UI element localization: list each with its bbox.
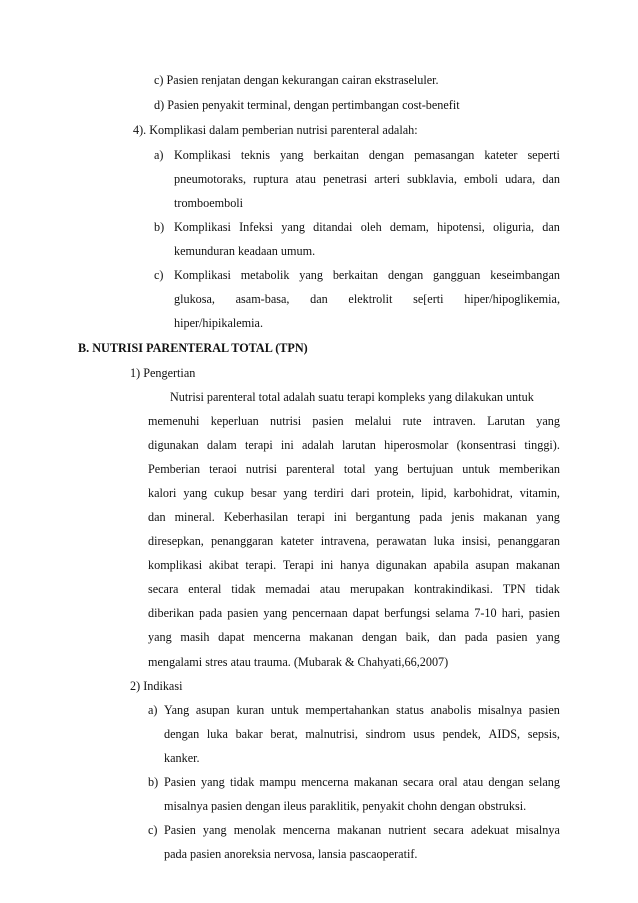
word: teraoi bbox=[209, 462, 237, 476]
pengertian-paragraph-line bbox=[148, 606, 560, 621]
word: penetrasi bbox=[323, 172, 368, 186]
pengertian-paragraph-last-line: mengalami stres atau trauma. (Mubarak & Chahyati,66,2007) bbox=[148, 655, 449, 669]
word: AIDS, bbox=[488, 727, 521, 741]
word: lipid, bbox=[421, 486, 447, 500]
word: Komplikasi bbox=[174, 268, 231, 282]
word: terapi. bbox=[245, 558, 277, 572]
indikasi-a-line-1 bbox=[164, 703, 560, 718]
pengertian-paragraph-line bbox=[148, 486, 560, 501]
word: mencerna bbox=[253, 630, 301, 644]
word: yang bbox=[283, 486, 308, 500]
pengertian-paragraph-line bbox=[148, 582, 560, 597]
word: anabolis bbox=[430, 703, 472, 717]
word: berkaitan bbox=[332, 268, 379, 282]
word: berkaitan bbox=[313, 148, 359, 162]
word: dan bbox=[310, 292, 328, 306]
list-item-c: c) Pasien renjatan dengan kekurangan cairan ekstraseluler. bbox=[154, 73, 439, 87]
word: emboli bbox=[464, 172, 498, 186]
word: intravena, bbox=[320, 534, 370, 548]
word: pendek, bbox=[442, 727, 481, 741]
word: untuk bbox=[270, 703, 299, 717]
pengertian-paragraph-first-line: Nutrisi parenteral total adalah suatu terapi kompleks yang dilakukan untuk bbox=[170, 390, 534, 404]
word: hiperosmolar bbox=[384, 438, 449, 452]
word: Terapi bbox=[282, 558, 314, 572]
word: yang bbox=[299, 268, 323, 282]
word: pasien bbox=[528, 703, 560, 717]
indikasi-b-marker: b) bbox=[148, 775, 159, 789]
word: sindrom bbox=[365, 727, 406, 741]
indikasi-c-marker: c) bbox=[148, 823, 158, 837]
word: hipotensi, bbox=[437, 220, 485, 234]
word: kalori bbox=[148, 486, 177, 500]
word: memberikan bbox=[499, 462, 560, 476]
word: pasien bbox=[227, 606, 259, 620]
pengertian-paragraph-line bbox=[148, 438, 560, 453]
word: atau bbox=[319, 582, 341, 596]
word: makanan bbox=[483, 510, 528, 524]
pengertian-paragraph-line bbox=[148, 414, 560, 429]
word: misalnya bbox=[515, 823, 560, 837]
word: cukup bbox=[214, 486, 244, 500]
word: Komplikasi bbox=[174, 220, 231, 234]
word: merupakan bbox=[350, 582, 405, 596]
word: teknis bbox=[240, 148, 270, 162]
pengertian-paragraph-line bbox=[148, 462, 560, 477]
indikasi-c-line-1 bbox=[164, 823, 560, 838]
word: dapat bbox=[352, 606, 380, 620]
word: malnutrisi, bbox=[305, 727, 358, 741]
word: terapi bbox=[244, 438, 273, 452]
word: dari bbox=[350, 486, 370, 500]
word: protein, bbox=[376, 486, 415, 500]
pengertian-paragraph-line bbox=[148, 630, 560, 645]
word: perawatan bbox=[376, 534, 427, 548]
word: diresepkan, bbox=[148, 534, 204, 548]
word: Komplikasi bbox=[174, 148, 231, 162]
word: pada bbox=[199, 606, 223, 620]
word: pemasangan bbox=[414, 148, 475, 162]
word: komplikasi bbox=[148, 558, 203, 572]
indikasi-b-line-2: misalnya pasien dengan ileus paraklitik, penyakit chohn dengan obstruksi. bbox=[164, 799, 527, 813]
word: intraven. bbox=[432, 414, 476, 428]
word: hanya bbox=[340, 558, 370, 572]
indikasi-a-line-2 bbox=[164, 727, 560, 742]
word: tidak bbox=[229, 775, 255, 789]
word: bertujuan bbox=[407, 462, 454, 476]
word: dengan bbox=[368, 148, 405, 162]
word: berfungsi bbox=[384, 606, 431, 620]
word: demam, bbox=[389, 220, 429, 234]
word: Keberhasilan bbox=[223, 510, 289, 524]
word: kateter bbox=[280, 534, 314, 548]
word: keseimbangan bbox=[490, 268, 560, 282]
word: Yang bbox=[164, 703, 190, 717]
word: penanggaran bbox=[497, 534, 560, 548]
komplikasi-heading: 4). Komplikasi dalam pemberian nutrisi parenteral adalah: bbox=[133, 123, 418, 137]
word: karbohidrat, bbox=[453, 486, 513, 500]
komplikasi-a-marker: a) bbox=[154, 148, 164, 162]
indikasi-a-marker: a) bbox=[148, 703, 158, 717]
word: dengan bbox=[164, 727, 200, 741]
komplikasi-c-marker: c) bbox=[154, 268, 164, 282]
word: yang bbox=[281, 220, 305, 234]
word: usus bbox=[413, 727, 435, 741]
word: secara bbox=[433, 823, 464, 837]
word: Larutan bbox=[487, 414, 525, 428]
indikasi-heading: 2) Indikasi bbox=[130, 679, 183, 693]
word: secara bbox=[148, 582, 179, 596]
komplikasi-a-line-1 bbox=[174, 148, 560, 163]
word: yang bbox=[201, 775, 225, 789]
word: total bbox=[343, 462, 366, 476]
word: vitamin, bbox=[519, 486, 560, 500]
word: Pasien bbox=[164, 775, 196, 789]
word: adalah bbox=[302, 438, 334, 452]
word: akibat bbox=[208, 558, 239, 572]
word: selang bbox=[528, 775, 560, 789]
word: metabolik bbox=[240, 268, 290, 282]
word: digunakan bbox=[376, 558, 427, 572]
word: yang bbox=[536, 414, 560, 428]
word: pasien bbox=[528, 606, 560, 620]
word: mineral. bbox=[174, 510, 215, 524]
word: 7-10 bbox=[474, 606, 497, 620]
word: bakar bbox=[235, 727, 263, 741]
word: tidak bbox=[535, 582, 560, 596]
word: atau bbox=[462, 775, 484, 789]
word: atau bbox=[295, 172, 316, 186]
word: mencerna bbox=[282, 823, 331, 837]
word: dan bbox=[438, 630, 457, 644]
word: dan bbox=[542, 220, 560, 234]
word: yang bbox=[202, 823, 227, 837]
word: secara bbox=[403, 775, 434, 789]
word: yang bbox=[536, 510, 560, 524]
word: asupan bbox=[475, 558, 510, 572]
word: ditandai bbox=[313, 220, 353, 234]
word: status bbox=[396, 703, 424, 717]
komplikasi-c-line-3: hiper/hipikalemia. bbox=[174, 316, 264, 330]
word: nutrisi bbox=[245, 462, 278, 476]
word: diberikan bbox=[148, 606, 195, 620]
word: dapat bbox=[218, 630, 245, 644]
word: ruptura bbox=[253, 172, 289, 186]
word: adekuat bbox=[470, 823, 509, 837]
word: berat, bbox=[270, 727, 298, 741]
word: pasien bbox=[312, 414, 344, 428]
word: nutrient bbox=[388, 823, 427, 837]
komplikasi-a-line-2 bbox=[174, 172, 560, 187]
indikasi-a-line-3: kanker. bbox=[164, 751, 200, 765]
pengertian-paragraph-line bbox=[148, 558, 560, 573]
word: luka bbox=[433, 534, 455, 548]
word: seperti bbox=[527, 148, 560, 162]
word: mempertahankan bbox=[305, 703, 390, 717]
word: masih bbox=[180, 630, 210, 644]
word: yang bbox=[263, 606, 288, 620]
word: makanan bbox=[515, 558, 560, 572]
word: Pemberian bbox=[148, 462, 201, 476]
word: penanggaran bbox=[211, 534, 274, 548]
word: mampu bbox=[259, 775, 297, 789]
word: pada bbox=[419, 510, 443, 524]
word: elektrolit bbox=[348, 292, 393, 306]
word: untuk bbox=[462, 462, 491, 476]
word: tidak bbox=[231, 582, 256, 596]
word: ini bbox=[320, 558, 334, 572]
word: digunakan bbox=[148, 438, 199, 452]
word: (konsentrasi bbox=[456, 438, 517, 452]
list-item-d: d) Pasien penyakit terminal, dengan pertimbangan cost-benefit bbox=[154, 98, 460, 112]
word: TPN bbox=[502, 582, 526, 596]
word: keperluan bbox=[210, 414, 259, 428]
word: tinggi). bbox=[524, 438, 560, 452]
word: apabila bbox=[433, 558, 469, 572]
word: hiper/hipoglikemia, bbox=[464, 292, 560, 306]
word: parenteral bbox=[286, 462, 335, 476]
word: selama bbox=[435, 606, 470, 620]
word: pada bbox=[464, 630, 488, 644]
indikasi-c-line-2: pada pasien anoreksia nervosa, lansia pascaoperatif. bbox=[164, 847, 418, 861]
word: gangguan bbox=[433, 268, 481, 282]
word: melalui bbox=[354, 414, 392, 428]
komplikasi-b-line-1 bbox=[174, 220, 560, 235]
word: oral bbox=[438, 775, 458, 789]
word: yang bbox=[183, 486, 208, 500]
word: ini bbox=[280, 438, 294, 452]
word: hari, bbox=[501, 606, 524, 620]
word: dan bbox=[542, 172, 560, 186]
word: bergantung bbox=[355, 510, 411, 524]
word: rute bbox=[402, 414, 422, 428]
word: larutan bbox=[342, 438, 376, 452]
word: enteral bbox=[188, 582, 222, 596]
word: dengan bbox=[387, 268, 424, 282]
word: se[erti bbox=[413, 292, 444, 306]
word: sepsis, bbox=[527, 727, 560, 741]
word: kuran bbox=[236, 703, 265, 717]
word: menolak bbox=[233, 823, 276, 837]
komplikasi-c-line-2 bbox=[174, 292, 560, 307]
word: kontrakindikasi. bbox=[414, 582, 493, 596]
word: pencernaan bbox=[292, 606, 348, 620]
word: asam-basa, bbox=[235, 292, 290, 306]
pengertian-paragraph-line bbox=[148, 510, 560, 525]
word: misalnya bbox=[478, 703, 523, 717]
word: insisi, bbox=[461, 534, 491, 548]
word: nutrisi bbox=[270, 414, 302, 428]
komplikasi-b-marker: b) bbox=[154, 220, 165, 234]
word: pasien bbox=[496, 630, 528, 644]
word: yang bbox=[148, 630, 172, 644]
word: dengan bbox=[488, 775, 524, 789]
word: Pasien bbox=[164, 823, 196, 837]
word: glukosa, bbox=[174, 292, 215, 306]
word: terdiri bbox=[314, 486, 344, 500]
word: mencerna bbox=[301, 775, 349, 789]
word: subklavia, bbox=[407, 172, 457, 186]
word: terapi bbox=[297, 510, 325, 524]
word: oleh bbox=[360, 220, 382, 234]
word: udara, bbox=[505, 172, 536, 186]
word: besar bbox=[250, 486, 277, 500]
word: arteri bbox=[374, 172, 400, 186]
word: dengan bbox=[361, 630, 398, 644]
word: memenuhi bbox=[148, 414, 200, 428]
word: yang bbox=[374, 462, 399, 476]
word: ini bbox=[333, 510, 347, 524]
word: makanan bbox=[337, 823, 382, 837]
word: pneumotoraks, bbox=[174, 172, 247, 186]
word: oliguria, bbox=[493, 220, 535, 234]
word: yang bbox=[279, 148, 304, 162]
word: dan bbox=[148, 510, 166, 524]
komplikasi-b-line-2: kemunduran keadaan umum. bbox=[174, 244, 316, 258]
word: makanan bbox=[353, 775, 398, 789]
word: baik, bbox=[405, 630, 430, 644]
komplikasi-a-line-3: tromboemboli bbox=[174, 196, 244, 210]
word: makanan bbox=[309, 630, 354, 644]
word: jenis bbox=[451, 510, 475, 524]
section-b-heading: B. NUTRISI PARENTERAL TOTAL (TPN) bbox=[78, 341, 308, 355]
word: Infeksi bbox=[239, 220, 273, 234]
komplikasi-c-line-1 bbox=[174, 268, 560, 283]
word: asupan bbox=[195, 703, 230, 717]
word: kateter bbox=[484, 148, 518, 162]
word: luka bbox=[206, 727, 228, 741]
word: dalam bbox=[206, 438, 237, 452]
indikasi-b-line-1 bbox=[164, 775, 560, 790]
pengertian-paragraph-line bbox=[148, 534, 560, 549]
pengertian-heading: 1) Pengertian bbox=[130, 366, 196, 380]
word: memadai bbox=[265, 582, 311, 596]
word: yang bbox=[536, 630, 560, 644]
